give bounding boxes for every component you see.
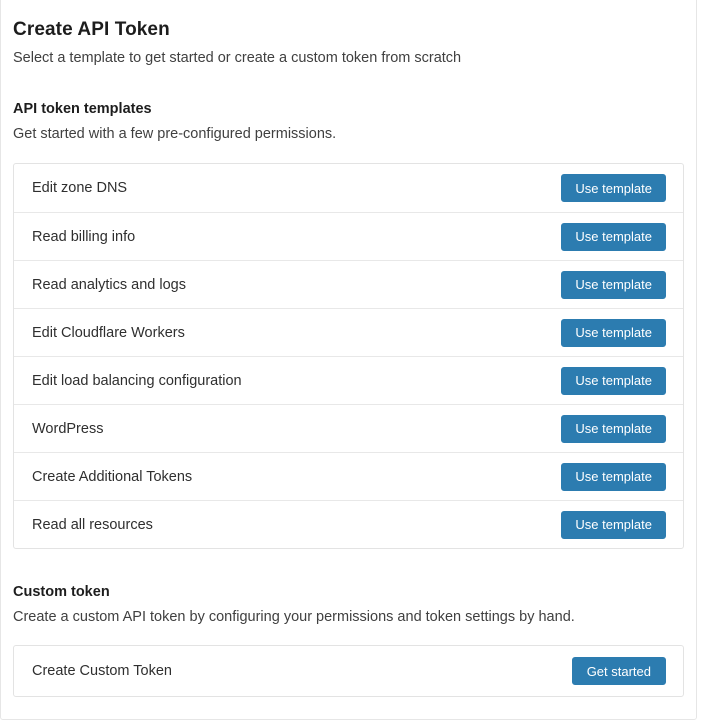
use-template-button[interactable]: Use template xyxy=(561,367,666,395)
template-name: Edit Cloudflare Workers xyxy=(32,324,185,341)
table-row xyxy=(14,356,683,404)
get-started-button[interactable]: Get started xyxy=(572,657,666,685)
page-title: Create API Token xyxy=(13,19,170,40)
template-name: Read analytics and logs xyxy=(32,276,186,293)
table-row xyxy=(14,404,683,452)
table-row xyxy=(14,452,683,500)
custom-token-table xyxy=(13,645,684,697)
templates-section-description: Get started with a few pre-configured permissions. xyxy=(13,126,337,142)
template-name: Read billing info xyxy=(32,228,136,245)
use-template-button[interactable]: Use template xyxy=(561,511,666,539)
custom-token-section-description: Create a custom API token by configuring your permissions and token settings by hand. xyxy=(13,609,575,625)
bottom-spacer xyxy=(13,697,684,705)
template-name: WordPress xyxy=(32,420,104,437)
templates-section-title: API token templates xyxy=(13,101,152,117)
api-token-templates-table xyxy=(13,163,684,549)
use-template-button[interactable]: Use template xyxy=(561,174,666,202)
use-template-button[interactable]: Use template xyxy=(561,463,666,491)
table-row xyxy=(14,500,683,548)
use-template-button[interactable]: Use template xyxy=(561,223,666,251)
custom-token-label: Create Custom Token xyxy=(32,663,172,679)
page-subtitle: Select a template to get started or create a custom token from scratch xyxy=(13,50,462,66)
table-row xyxy=(14,164,683,212)
table-row xyxy=(14,260,683,308)
use-template-button[interactable]: Use template xyxy=(561,415,666,443)
custom-token-section-title: Custom token xyxy=(13,584,110,600)
use-template-button[interactable]: Use template xyxy=(561,319,666,347)
template-name: Create Additional Tokens xyxy=(32,468,193,485)
table-row xyxy=(14,308,683,356)
template-name: Read all resources xyxy=(32,516,153,533)
table-row xyxy=(14,212,683,260)
template-name: Edit load balancing configuration xyxy=(32,372,242,389)
use-template-button[interactable]: Use template xyxy=(561,271,666,299)
table-row xyxy=(14,646,683,696)
template-name: Edit zone DNS xyxy=(32,180,128,196)
